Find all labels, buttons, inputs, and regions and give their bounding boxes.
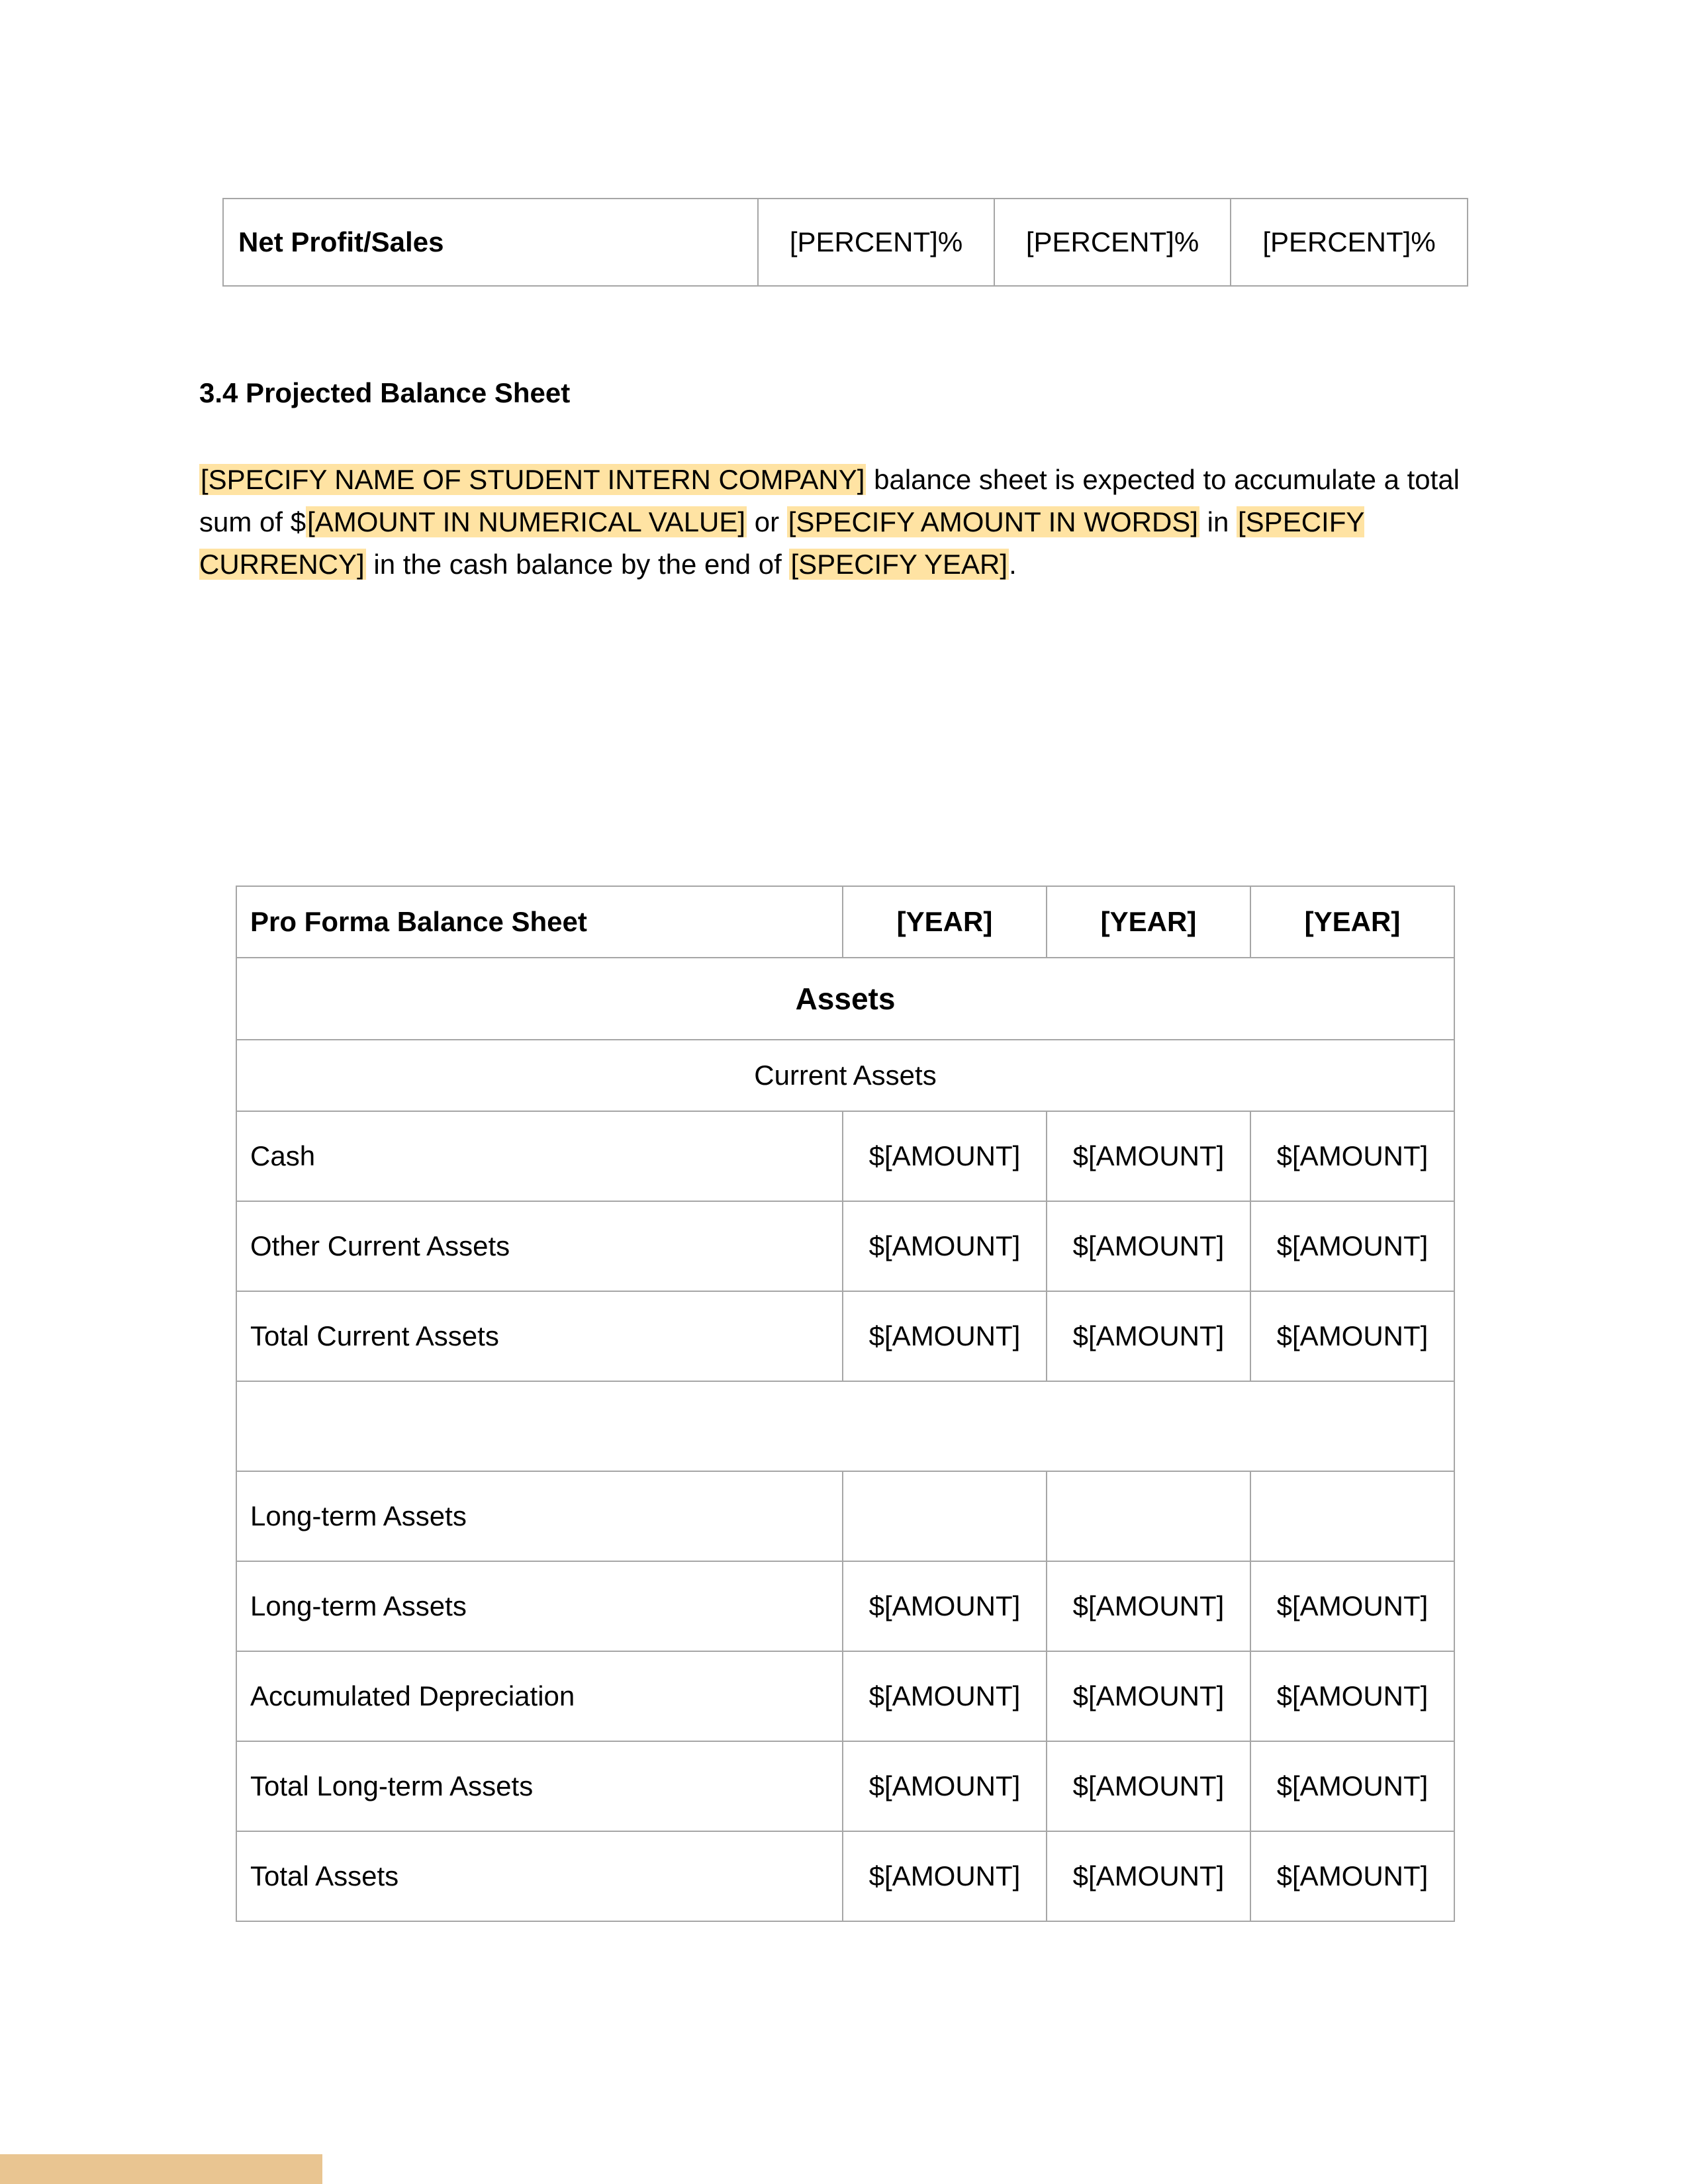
amount-cell: $[AMOUNT] xyxy=(1047,1201,1250,1291)
table-row xyxy=(236,1561,1454,1651)
amount-cell: $[AMOUNT] xyxy=(1250,1561,1454,1651)
placeholder-amount-words: [SPECIFY AMOUNT IN WORDS] xyxy=(788,506,1198,537)
placeholder-company: [SPECIFY NAME OF STUDENT INTERN COMPANY] xyxy=(201,464,865,495)
footer-accent-bar xyxy=(0,2154,322,2184)
row-label: Total Current Assets xyxy=(236,1291,843,1381)
ratio-table xyxy=(222,198,1468,287)
balance-sheet-title: Pro Forma Balance Sheet xyxy=(236,886,843,958)
year-header: [YEAR] xyxy=(843,886,1047,958)
placeholder-currency: [SPECIFY CURRENCY] xyxy=(199,506,1365,580)
amount-cell: $[AMOUNT] xyxy=(1250,1111,1454,1201)
balance-sheet-table xyxy=(236,886,1455,1922)
intro-text: . xyxy=(1009,549,1017,580)
section-heading: 3.4 Projected Balance Sheet xyxy=(199,377,571,408)
ratio-value: [PERCENT]% xyxy=(758,199,994,286)
table-row xyxy=(236,1831,1454,1921)
amount-cell: $[AMOUNT] xyxy=(843,1561,1047,1651)
spacer-row xyxy=(236,1381,1454,1471)
table-row xyxy=(236,1741,1454,1831)
amount-cell: $[AMOUNT] xyxy=(843,1651,1047,1741)
table-row xyxy=(223,199,1468,286)
amount-cell: $[AMOUNT] xyxy=(1047,1831,1250,1921)
row-label: Total Long-term Assets xyxy=(236,1741,843,1831)
amount-cell: $[AMOUNT] xyxy=(1047,1561,1250,1651)
ratio-label: Net Profit/Sales xyxy=(223,199,758,286)
empty-cell xyxy=(1047,1471,1250,1561)
current-assets-heading-row xyxy=(236,1040,1454,1111)
intro-paragraph xyxy=(199,459,1497,586)
table-row xyxy=(236,1651,1454,1741)
amount-cell: $[AMOUNT] xyxy=(843,1831,1047,1921)
placeholder-amount-numeric: [AMOUNT IN NUMERICAL VALUE] xyxy=(307,506,746,537)
amount-cell: $[AMOUNT] xyxy=(1047,1651,1250,1741)
amount-cell: $[AMOUNT] xyxy=(843,1741,1047,1831)
amount-cell: $[AMOUNT] xyxy=(1047,1741,1250,1831)
long-term-heading: Long-term Assets xyxy=(236,1471,843,1561)
table-header-row xyxy=(236,886,1454,958)
amount-cell: $[AMOUNT] xyxy=(1047,1291,1250,1381)
intro-text: balance sheet is expected to accumulate a total sum of $ xyxy=(199,464,1460,537)
intro-text: in the cash balance by the end of xyxy=(365,549,790,580)
ratio-value: [PERCENT]% xyxy=(994,199,1231,286)
intro-text: in xyxy=(1199,506,1237,537)
empty-cell xyxy=(1250,1471,1454,1561)
year-header: [YEAR] xyxy=(1250,886,1454,958)
current-assets-heading: Current Assets xyxy=(236,1040,1454,1111)
row-label: Total Assets xyxy=(236,1831,843,1921)
amount-cell: $[AMOUNT] xyxy=(1047,1111,1250,1201)
ratio-value: [PERCENT]% xyxy=(1231,199,1468,286)
amount-cell: $[AMOUNT] xyxy=(843,1291,1047,1381)
row-label: Cash xyxy=(236,1111,843,1201)
amount-cell: $[AMOUNT] xyxy=(1250,1651,1454,1741)
amount-cell: $[AMOUNT] xyxy=(1250,1201,1454,1291)
intro-text: or xyxy=(747,506,787,537)
empty-cell xyxy=(843,1471,1047,1561)
amount-cell: $[AMOUNT] xyxy=(843,1201,1047,1291)
table-row xyxy=(236,1291,1454,1381)
amount-cell: $[AMOUNT] xyxy=(843,1111,1047,1201)
assets-heading: Assets xyxy=(236,958,1454,1040)
row-label: Long-term Assets xyxy=(236,1561,843,1651)
table-row xyxy=(236,1201,1454,1291)
table-row xyxy=(236,1111,1454,1201)
assets-heading-row xyxy=(236,958,1454,1040)
placeholder-year: [SPECIFY YEAR] xyxy=(790,549,1008,580)
long-term-heading-row xyxy=(236,1471,1454,1561)
amount-cell: $[AMOUNT] xyxy=(1250,1741,1454,1831)
row-label: Accumulated Depreciation xyxy=(236,1651,843,1741)
year-header: [YEAR] xyxy=(1047,886,1250,958)
empty-cell xyxy=(236,1381,1454,1471)
amount-cell: $[AMOUNT] xyxy=(1250,1831,1454,1921)
amount-cell: $[AMOUNT] xyxy=(1250,1291,1454,1381)
row-label: Other Current Assets xyxy=(236,1201,843,1291)
